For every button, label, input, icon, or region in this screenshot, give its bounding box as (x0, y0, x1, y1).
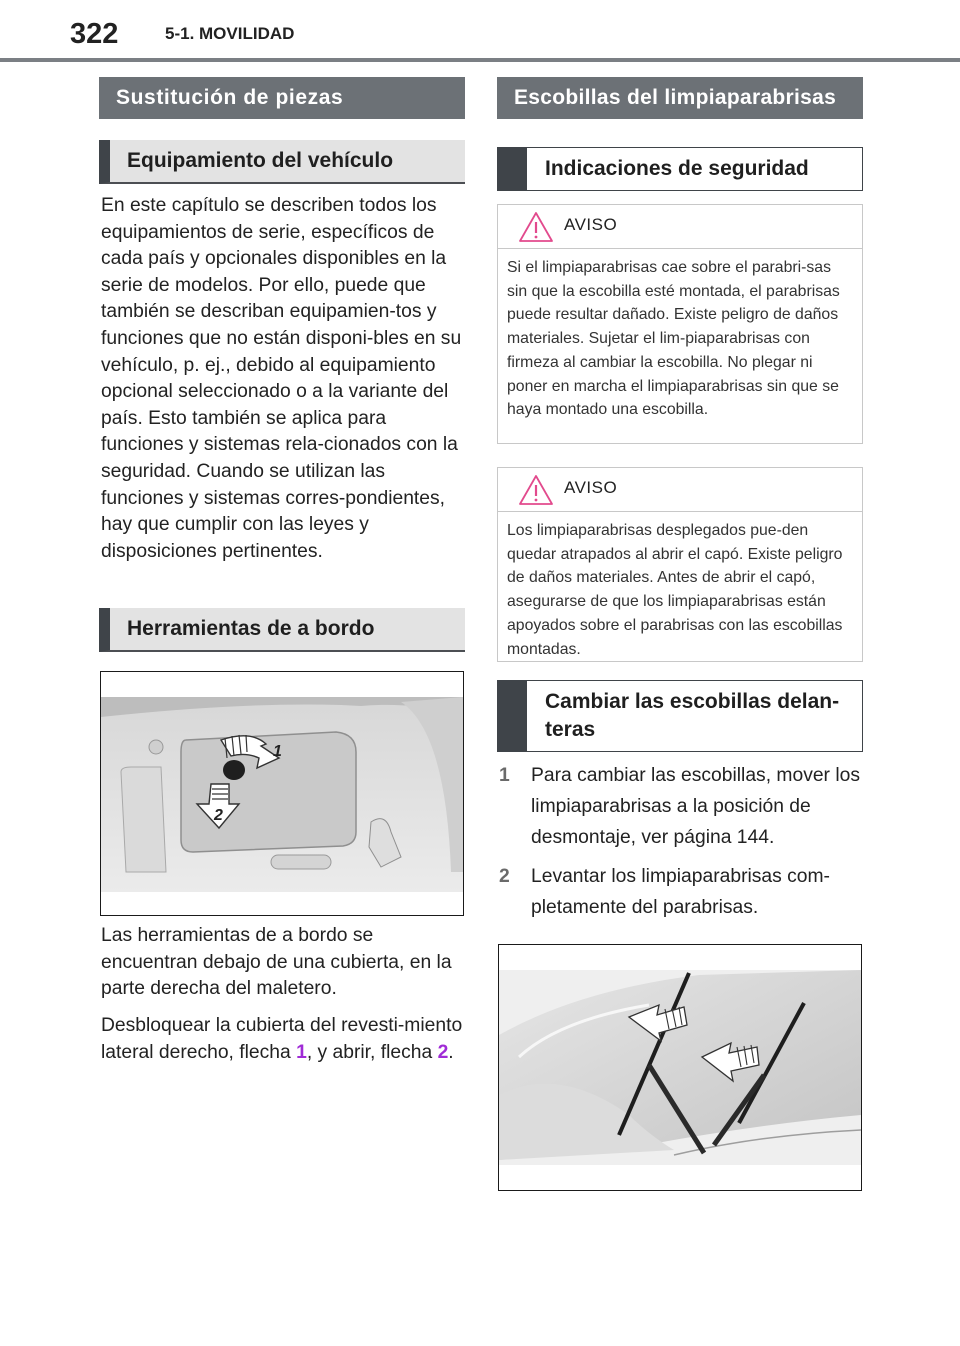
paragraph-desbloquear-b: , y abrir, flecha (306, 1041, 438, 1063)
paragraph-desbloquear (101, 1013, 466, 1066)
warning-box-2 (497, 467, 863, 662)
arrow-number-1: 1 (296, 1041, 307, 1063)
warning-box-2-header (498, 468, 862, 512)
page-number: 322 (70, 18, 119, 50)
paragraph-desbloquear-c: . (448, 1041, 454, 1063)
subsection-title-seguridad: Indicaciones de seguridad (497, 147, 863, 191)
figure-label-1: 1 (273, 743, 282, 760)
warning-label: AVISO (564, 215, 618, 234)
warning-box-1 (497, 204, 863, 444)
warning-triangle-icon (518, 211, 554, 243)
section-title-sustitucion: Sustitución de piezas (99, 77, 465, 119)
step-1-text: Para cambiar las escobillas, mover los limpiaparabrisas a la posición de desmontaje, ver página 144. (531, 765, 860, 848)
subsection-title-herramientas: Herramientas de a bordo (99, 608, 465, 652)
figure-trunk-cover (100, 671, 464, 916)
chapter-title: 5-1. MOVILIDAD (165, 24, 295, 43)
figure-label-2: 2 (214, 807, 223, 824)
wipers-illustration (499, 945, 861, 1190)
warning-text-2: Los limpiaparabrisas desplegados pue-den quedar atrapados al abrir el capó. Existe peligro de daños materiales. Antes de abrir el capó, asegurarse de que los limpiaparabrisas están apoyados sobre el parabrisas con las escobillas montadas. (507, 522, 843, 658)
step-1-number: 1 (499, 765, 510, 786)
section-title-escobillas: Escobillas del limpiaparabrisas (497, 77, 863, 119)
warning-triangle-icon (518, 474, 554, 506)
paragraph-herramientas-ubicacion: Las herramientas de a bordo se encuentran debajo de una cubierta, en la parte derecha del maletero. (101, 925, 452, 1000)
step-1 (499, 760, 863, 856)
step-2 (499, 861, 863, 925)
paragraph-equipamiento: En este capítulo se describen todos los equipamientos de serie, específicos de cada país y opcionales disponibles en la serie de modelos. Por ello, puede que también se describan equipamien-tos y funciones que no están disponi-bles en su vehículo, p. ej., debido al equipamiento opcional seleccionado o a la variante del país. Esto también se aplica para funciones y sistemas rela-cionados con la seguridad. Cuando se utilizan las funciones y sistemas corres-pondientes, hay que cumplir con las leyes y disposiciones pertinentes. (101, 195, 462, 562)
subsection-title-equipamiento: Equipamiento del vehículo (99, 140, 465, 184)
warning-box-1-header (498, 205, 862, 249)
warning-label: AVISO (564, 478, 618, 497)
step-2-number: 2 (499, 866, 510, 887)
figure-wipers (498, 944, 862, 1191)
step-2-text: Levantar los limpiaparabrisas com-pletamente del parabrisas. (531, 866, 830, 918)
trunk-cover-illustration (101, 672, 463, 915)
arrow-number-2: 2 (437, 1041, 449, 1063)
header-rule (0, 58, 960, 62)
warning-text-1: Si el limpiaparabrisas cae sobre el parabri-sas sin que la escobilla esté montada, el parabrisas puede resultar dañado. Existe peligro de daños materiales. Sujetar el lim-piaparabrisas con firmeza al cambiar la escobilla. No plegar ni poner en marcha el limpiaparabrisas sin que se haya montado una escobilla. (507, 259, 840, 419)
subsection-title-cambiar-escobillas: Cambiar las escobillas delan-teras (497, 680, 863, 752)
paragraph-desbloquear-a: Desbloquear la cubierta del revesti-miento lateral derecho, flecha (101, 1015, 463, 1063)
